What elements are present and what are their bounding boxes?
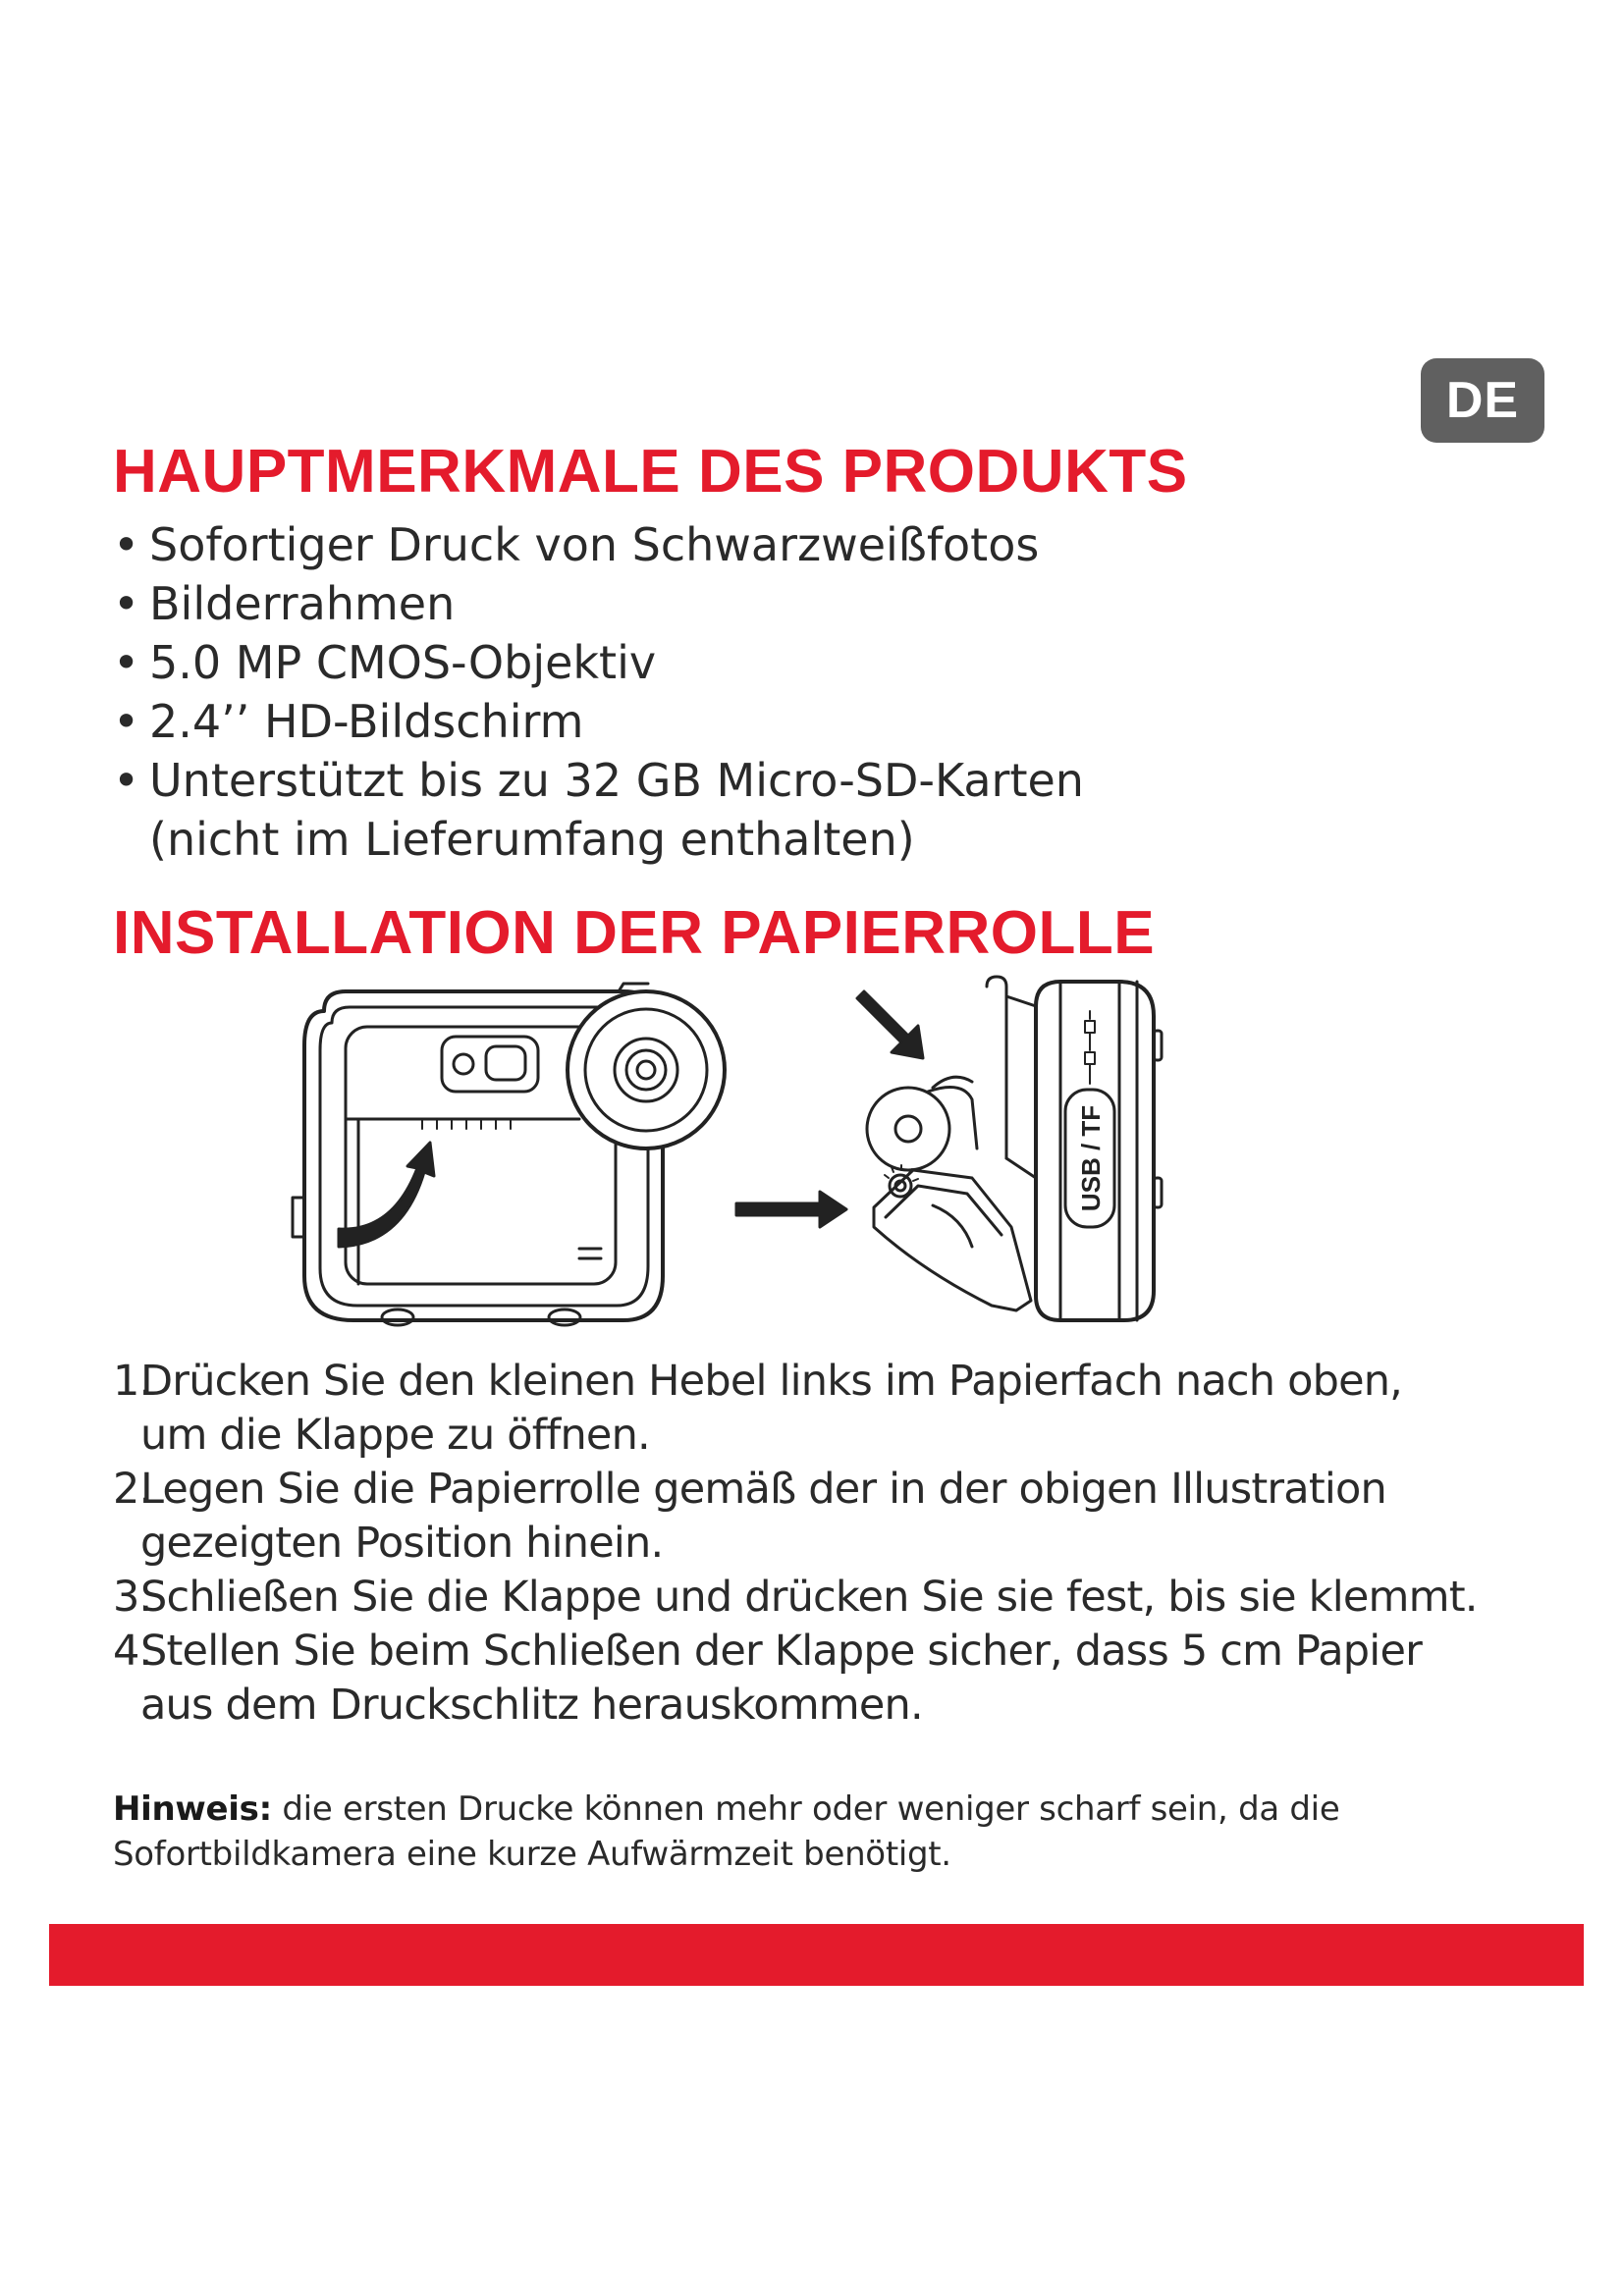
feature-item-text: 2.4’’ HD-Bildschirm (149, 695, 584, 748)
step-continuation: aus dem Druckschlitz herauskommen. (140, 1681, 923, 1730)
step-continuation: gezeigten Position hinein. (140, 1519, 664, 1568)
installation-step (113, 1571, 1478, 1625)
usb-tf-port-label: USB / TF (1076, 1104, 1106, 1212)
down-arrow-icon (857, 991, 923, 1058)
features-heading: HAUPTMERKMALE DES PRODUKTS (113, 438, 1188, 506)
footer-accent-bar (49, 1924, 1584, 1986)
note-paragraph (113, 1787, 1517, 1877)
right-arrow-icon (736, 1192, 846, 1227)
installation-heading: INSTALLATION DER PAPIERROLLE (113, 899, 1156, 967)
installation-step (113, 1463, 1478, 1571)
feature-item-text: 5.0 MP CMOS-Objektiv (149, 636, 657, 689)
step-number: 3. (113, 1573, 152, 1622)
paper-roll-drawing (867, 1077, 977, 1170)
camera-lens-drawing (568, 991, 725, 1148)
language-badge: DE (1421, 358, 1544, 443)
step-text: Drücken Sie den kleinen Hebel links im Papierfach nach oben, (140, 1357, 1403, 1406)
step-continuation: um die Klappe zu öffnen. (140, 1411, 650, 1460)
features-list (113, 515, 1084, 869)
feature-item-text: Bilderrahmen (149, 577, 456, 630)
feature-item-text: Unterstützt bis zu 32 GB Micro-SD-Karten (149, 754, 1084, 807)
feature-item (113, 751, 1084, 869)
feature-item-text: Sofortiger Druck von Schwarzweißfotos (149, 518, 1040, 571)
step-text: Schließen Sie die Klappe und drücken Sie sie fest, bis sie klemmt. (140, 1573, 1478, 1622)
step-number: 4. (113, 1627, 152, 1676)
note-text: die ersten Drucke können mehr oder weniger scharf sein, da die Sofortbildkamera eine kurze Aufwärmzeit benötigt. (113, 1789, 1340, 1874)
step-number: 2. (113, 1465, 152, 1514)
note-label: Hinweis: (113, 1789, 272, 1829)
step-text: Stellen Sie beim Schließen der Klappe sicher, dass 5 cm Papier (140, 1627, 1422, 1676)
feature-item-continuation: (nicht im Lieferumfang enthalten) (149, 813, 915, 866)
feature-item (113, 692, 1084, 751)
step-text: Legen Sie die Papierrolle gemäß der in der obigen Illustration (140, 1465, 1386, 1514)
step-number: 1. (113, 1357, 152, 1406)
paper-roll-illustration (285, 972, 1345, 1355)
installation-step (113, 1625, 1478, 1733)
installation-step (113, 1355, 1478, 1463)
feature-item (113, 633, 1084, 692)
feature-item (113, 515, 1084, 574)
installation-steps-list (113, 1355, 1478, 1733)
feature-item (113, 574, 1084, 633)
